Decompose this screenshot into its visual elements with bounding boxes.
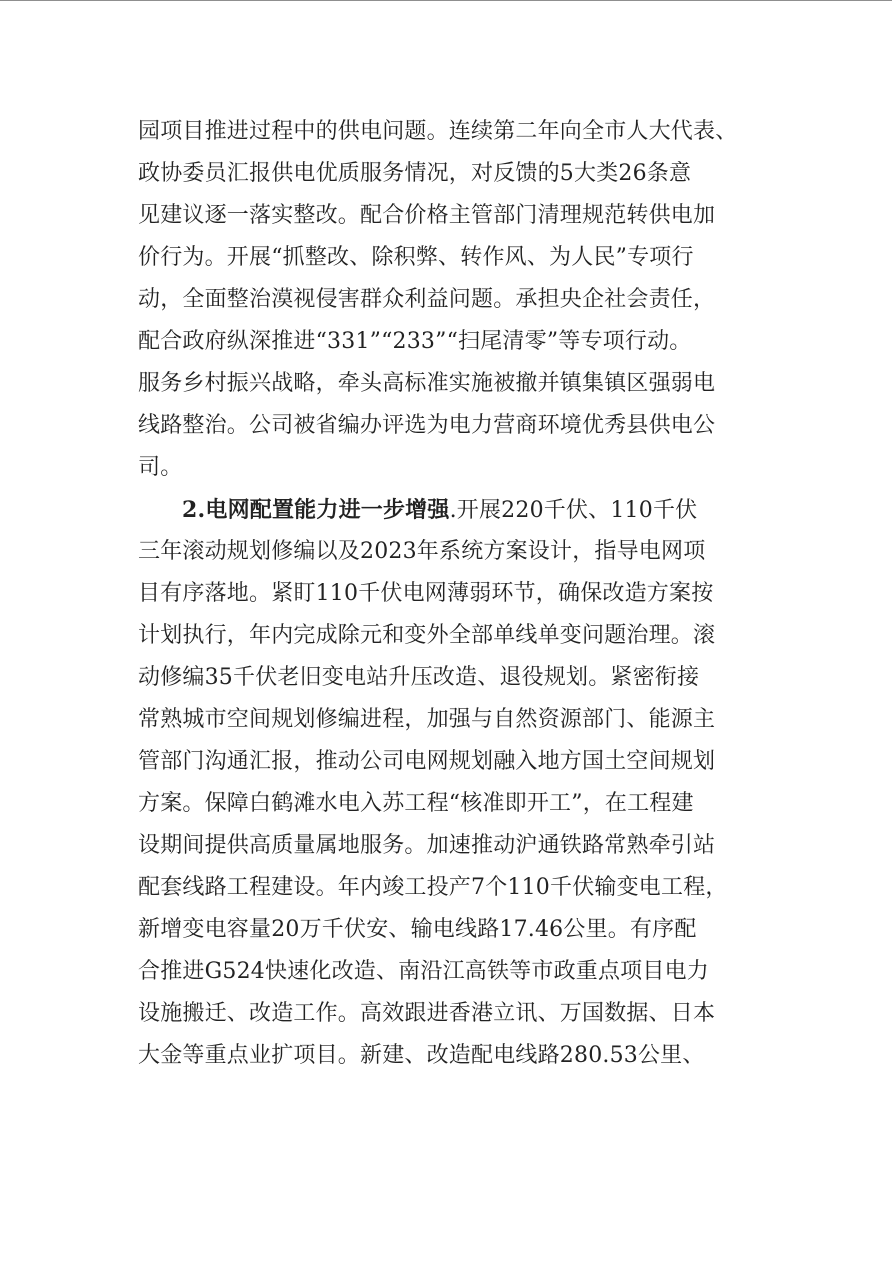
heading-title: 电网配置能力进一步增强 [205, 497, 450, 523]
text-line: 合推进G524快速化改造、南沿江高铁等市政重点项目电力 [138, 959, 709, 984]
text-line: 管部门沟通汇报，推动公司电网规划融入地方国土空间规划 [138, 749, 716, 774]
text-line: 大金等重点业扩项目。新建、改造配电线路280.53公里、 [138, 1043, 705, 1068]
text-line: 价行为。开展“抓整改、除积弊、转作风、为人民”专项行 [138, 245, 694, 270]
text-line: 设施搬迁、改造工作。高效跟进香港立讯、万国数据、日本 [138, 1001, 716, 1026]
text-line: 园项目推进过程中的供电问题。连续第二年向全市人大代表、 [138, 119, 738, 144]
text-line: 动，全面整治漠视侵害群众利益问题。承担央企社会责任， [138, 287, 716, 312]
text-line: 服务乡村振兴战略，牵头高标准实施被撤并镇集镇区强弱电 [138, 371, 716, 396]
text-line: 三年滚动规划修编以及2023年系统方案设计，指导电网项 [138, 539, 706, 564]
text-line: 新增变电容量20万千伏安、输电线路17.46公里。有序配 [138, 917, 697, 942]
heading-number: 2. [182, 497, 206, 523]
heading-continuation: .开展220千伏、110千伏 [449, 498, 698, 523]
text-line: 配套线路工程建设。年内竣工投产7个110千伏输变电工程， [138, 875, 728, 900]
text-line: 配合政府纵深推进“331”“233”“扫尾清零”等专项行动。 [138, 329, 692, 354]
text-line: 设期间提供高质量属地服务。加速推动沪通铁路常熟牵引站 [138, 833, 716, 858]
text-line: 常熟城市空间规划修编进程，加强与自然资源部门、能源主 [138, 707, 716, 732]
section-heading [182, 493, 697, 528]
text-line: 政协委员汇报供电优质服务情况，对反馈的5大类26条意 [138, 161, 692, 186]
text-line: 目有序落地。紧盯110千伏电网薄弱环节，确保改造方案按 [138, 581, 714, 606]
text-line: 动修编35千伏老旧变电站升压改造、退役规划。紧密衔接 [138, 665, 700, 690]
text-line: 计划执行，年内完成除元和变外全部单线单变问题治理。滚 [138, 623, 716, 648]
text-line: 见建议逐一落实整改。配合价格主管部门清理规范转供电加 [138, 203, 716, 228]
text-line: 司。 [138, 455, 183, 480]
text-line: 线路整治。公司被省编办评选为电力营商环境优秀县供电公 [138, 413, 716, 438]
text-line: 方案。保障白鹤滩水电入苏工程“核准即开工”，在工程建 [138, 791, 694, 816]
